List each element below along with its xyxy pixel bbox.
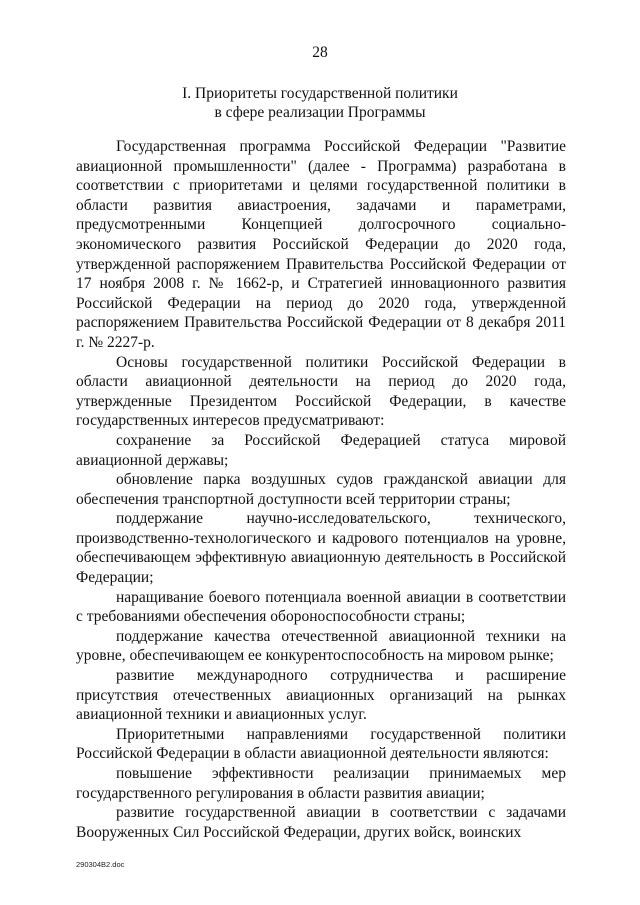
page-number: 28	[312, 44, 328, 61]
paragraph: поддержание научно-исследовательского, технического, производственно-технологического и кадрового потенциалов на уровне, обеспечивающем эффективную авиационную деятельность в Российской Федерации;	[76, 510, 566, 587]
footer-filename: 290304B2.doc	[76, 860, 125, 869]
section-title	[0, 84, 640, 122]
paragraph: Приоритетными направлениями государственной политики Российской Федерации в области авиационной деятельности являются:	[76, 725, 566, 763]
section-title-line-2: в сфере реализации Программы	[214, 104, 426, 121]
paragraph: развитие международного сотрудничества и расширение присутствия отечественных авиационных организаций на рынках авиационной техники и авиационных услуг.	[76, 667, 566, 724]
paragraph: Основы государственной политики Российской Федерации в области авиационной деятельности на период до 2020 года, утвержденные Президентом Российской Федерации, в качестве государственных интересов предусматривают:	[76, 353, 566, 430]
paragraph: наращивание боевого потенциала военной авиации в соответствии с требованиями обеспечения обороноспособности страны;	[76, 588, 566, 626]
paragraph: повышение эффективности реализации принимаемых мер государственного регулирования в области развития авиации;	[76, 765, 566, 802]
document-body	[76, 137, 566, 842]
paragraph: развитие государственной авиации в соответствии с задачами Вооруженных Сил Российской Федерации, других войск, воинских	[76, 804, 566, 841]
paragraph: обновление парка воздушных судов гражданской авиации для обеспечения транспортной доступности всей территории страны;	[76, 471, 566, 508]
section-title-line-1: I. Приоритеты государственной политики	[182, 85, 458, 102]
paragraph: Государственная программа Российской Федерации "Развитие авиационной промышленности" (далее - Программа) разработана в соответствии с приоритетами и целями государственной политики в области развития авиастроения, задачами и параметрами, предусмотренными Концепцией долгосрочного социально-экономического развития Российской Федерации до 2020 года, утвержденной распоряжением Правительства Российской Федерации от 17 ноября 2008 г. № 1662-р, и Стратегией инновационного развития Российской Федерации на период до 2020 года, утвержденной распоряжением Правительства Российской Федерации от 8 декабря 2011 г. № 2227-р.	[76, 138, 566, 351]
paragraph: сохранение за Российской Федерацией статуса мировой авиационной державы;	[76, 431, 566, 469]
paragraph: поддержание качества отечественной авиационной техники на уровне, обеспечивающем ее конкурентоспособность на мировом рынке;	[76, 627, 566, 665]
